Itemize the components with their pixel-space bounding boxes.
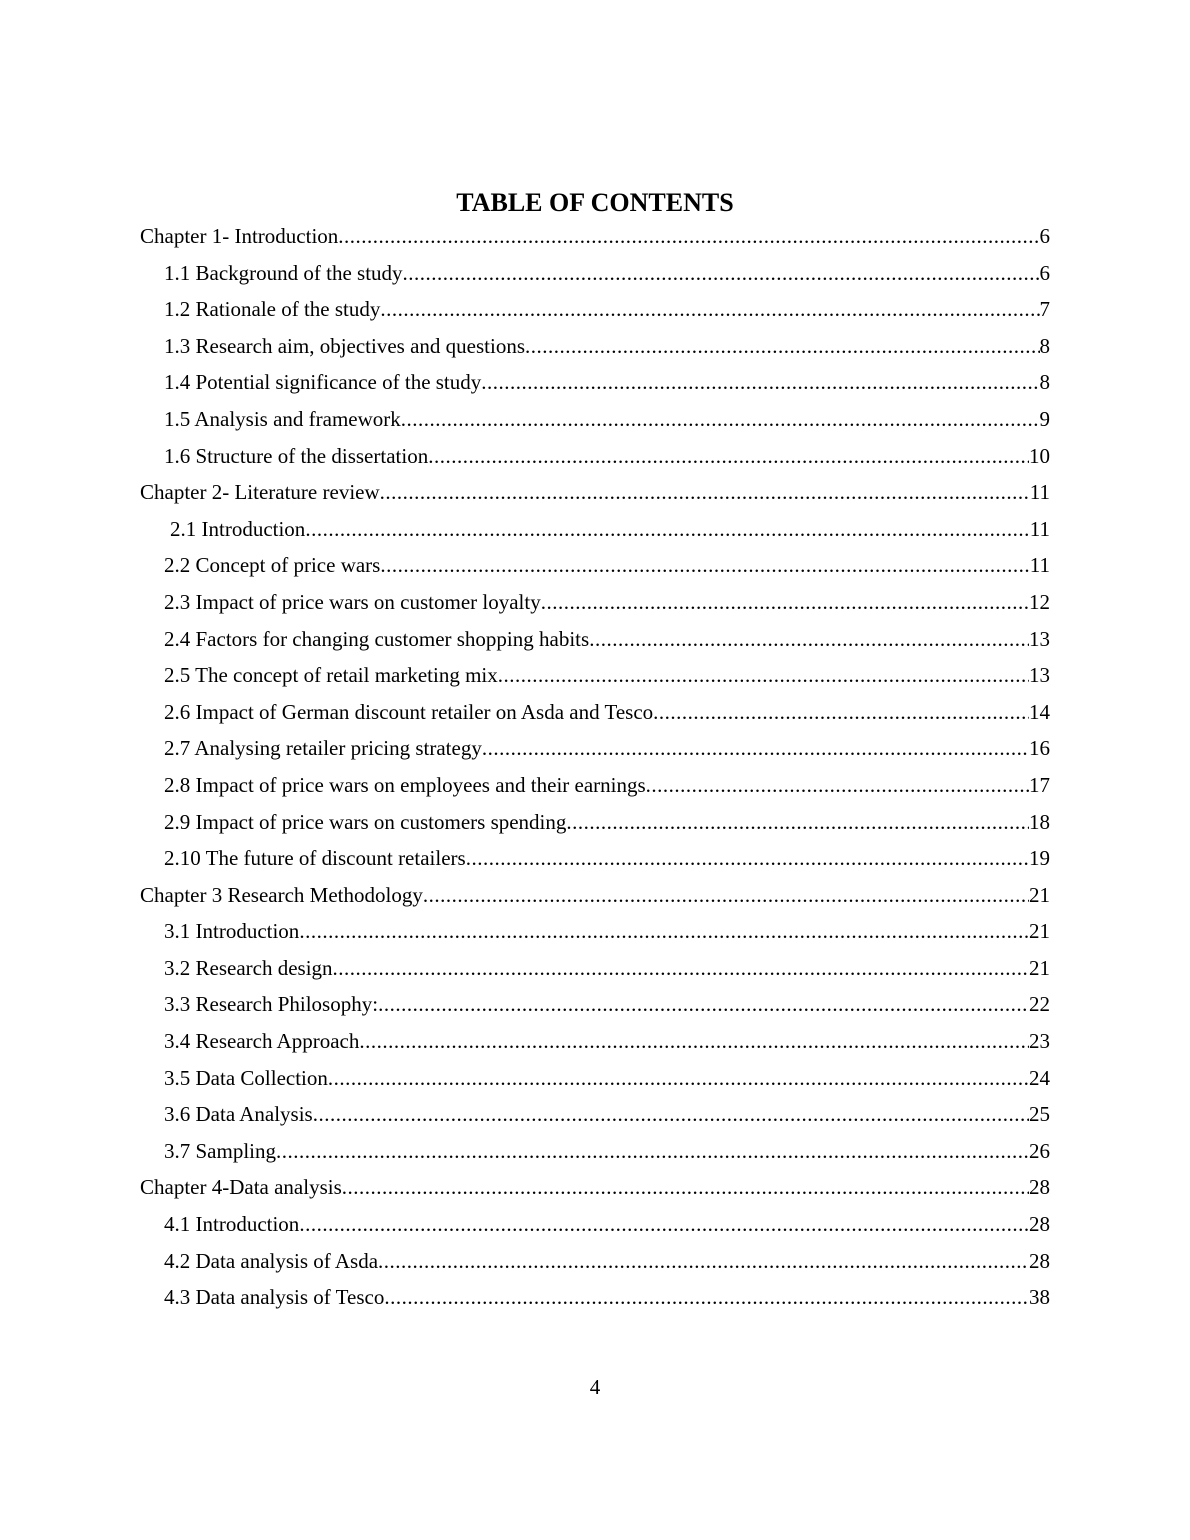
toc-section-entry[interactable] <box>140 804 1050 841</box>
toc-entry-page: 21 <box>1029 955 1050 980</box>
toc-section-entry[interactable] <box>140 1206 1050 1243</box>
toc-entry-page: 28 <box>1029 1175 1050 1200</box>
toc-section-entry[interactable] <box>140 1279 1050 1316</box>
toc-dot-leader <box>305 511 1029 548</box>
toc-entry-text: 2.10 The future of discount retailers <box>164 846 466 871</box>
toc-dot-leader <box>342 1169 1029 1206</box>
toc-entry-page: 13 <box>1029 626 1050 651</box>
toc-dot-leader <box>541 584 1029 621</box>
toc-section-entry[interactable] <box>140 584 1050 621</box>
toc-chapter-entry[interactable] <box>140 218 1050 255</box>
toc-entry-page: 10 <box>1029 443 1050 468</box>
toc-dot-leader <box>378 1243 1029 1280</box>
toc-entry-page: 6 <box>1039 224 1050 248</box>
toc-entry-page: 22 <box>1029 992 1050 1017</box>
toc-entry-text: Chapter 2- Literature review <box>140 480 380 505</box>
toc-dot-leader <box>482 730 1029 767</box>
toc-entry-page: 24 <box>1029 1065 1050 1090</box>
toc-dot-leader <box>333 950 1029 987</box>
toc-entry-text: 3.7 Sampling <box>164 1138 277 1163</box>
toc-dot-leader <box>498 657 1029 694</box>
toc-entry-page: 23 <box>1029 1029 1050 1054</box>
toc-dot-leader <box>380 474 1030 511</box>
toc-dot-leader <box>338 218 1039 255</box>
toc-dot-leader <box>525 328 1040 365</box>
toc-chapter-entry[interactable] <box>140 877 1050 914</box>
toc-entry-page: 18 <box>1029 809 1050 834</box>
toc-dot-leader <box>646 767 1029 804</box>
toc-section-entry[interactable] <box>140 1060 1050 1097</box>
toc-entry-text: 3.1 Introduction <box>164 919 300 944</box>
toc-entry-text: 2.4 Factors for changing customer shopping habits <box>164 626 590 651</box>
toc-section-entry[interactable] <box>140 1023 1050 1060</box>
toc-entry-text: 1.5 Analysis and framework <box>164 406 401 431</box>
toc-section-entry[interactable] <box>140 950 1050 987</box>
toc-dot-leader <box>380 547 1029 584</box>
toc-section-entry[interactable] <box>140 767 1050 804</box>
toc-entry-text: 2.3 Impact of price wars on customer loyalty <box>164 589 541 614</box>
toc-dot-leader <box>380 291 1039 328</box>
toc-dot-leader <box>423 877 1029 914</box>
toc-section-entry[interactable] <box>140 730 1050 767</box>
toc-entry-page: 12 <box>1029 589 1050 614</box>
toc-entry-text: Chapter 3 Research Methodology <box>140 882 423 907</box>
toc-dot-leader <box>378 986 1029 1023</box>
toc-section-entry[interactable] <box>140 401 1050 438</box>
toc-entry-page: 11 <box>1029 480 1050 505</box>
toc-entry-text: 1.2 Rationale of the study <box>164 297 381 322</box>
toc-dot-leader <box>566 804 1029 841</box>
toc-entry-text: 2.8 Impact of price wars on employees and their earnings <box>164 772 646 797</box>
toc-entry-page: 6 <box>1039 260 1050 285</box>
toc-entry-text: 2.9 Impact of price wars on customers spending <box>164 809 567 834</box>
toc-section-entry[interactable] <box>140 547 1050 584</box>
toc-section-entry[interactable] <box>140 694 1050 731</box>
toc-entry-text: 4.1 Introduction <box>164 1212 300 1237</box>
toc-list <box>140 218 1050 1316</box>
toc-dot-leader <box>481 364 1039 401</box>
toc-entry-page: 21 <box>1029 919 1050 944</box>
toc-entry-page: 25 <box>1029 1102 1050 1127</box>
toc-entry-text: 1.4 Potential significance of the study <box>164 370 482 395</box>
toc-entry-page: 7 <box>1039 297 1050 322</box>
toc-section-entry[interactable] <box>140 657 1050 694</box>
toc-section-entry[interactable] <box>140 291 1050 328</box>
toc-section-entry[interactable] <box>140 328 1050 365</box>
toc-section-entry[interactable] <box>140 511 1050 548</box>
toc-dot-leader <box>466 840 1029 877</box>
toc-entry-page: 11 <box>1029 553 1050 578</box>
toc-entry-page: 28 <box>1029 1212 1050 1237</box>
toc-entry-text: 3.3 Research Philosophy: <box>164 992 379 1017</box>
toc-section-entry[interactable] <box>140 621 1050 658</box>
toc-dot-leader <box>653 694 1029 731</box>
toc-entry-text: 1.1 Background of the study <box>164 260 403 285</box>
toc-section-entry[interactable] <box>140 364 1050 401</box>
page-number: 4 <box>589 1375 601 1399</box>
toc-section-entry[interactable] <box>140 840 1050 877</box>
toc-entry-text: Chapter 1- Introduction <box>140 224 339 248</box>
toc-chapter-entry[interactable] <box>140 1169 1050 1206</box>
toc-entry-page: 8 <box>1039 370 1050 395</box>
toc-chapter-entry[interactable] <box>140 474 1050 511</box>
toc-entry-text: 3.6 Data Analysis <box>164 1102 313 1127</box>
toc-entry-text: 3.5 Data Collection <box>164 1065 328 1090</box>
toc-entry-page: 26 <box>1029 1138 1050 1163</box>
toc-entry-text: Chapter 4-Data analysis <box>140 1175 342 1200</box>
toc-dot-leader <box>384 1279 1029 1316</box>
toc-entry-text: 2.5 The concept of retail marketing mix <box>164 663 498 688</box>
toc-entry-text: 3.4 Research Approach <box>164 1029 360 1054</box>
toc-entry-text: 1.6 Structure of the dissertation <box>164 443 429 468</box>
toc-entry-page: 16 <box>1029 736 1050 761</box>
toc-dot-leader <box>403 255 1040 292</box>
toc-entry-text: 2.6 Impact of German discount retailer on Asda and Tesco <box>164 699 654 724</box>
toc-dot-leader <box>328 1060 1029 1097</box>
toc-section-entry[interactable] <box>140 1243 1050 1280</box>
toc-entry-page: 11 <box>1029 516 1050 541</box>
toc-dot-leader <box>299 1206 1029 1243</box>
toc-section-entry[interactable] <box>140 1133 1050 1170</box>
toc-entry-text: 2.7 Analysing retailer pricing strategy <box>164 736 482 761</box>
toc-entry-page: 9 <box>1039 406 1050 431</box>
toc-dot-leader <box>299 913 1029 950</box>
toc-dot-leader <box>359 1023 1029 1060</box>
toc-title: TABLE OF CONTENTS <box>456 188 734 217</box>
toc-entry-page: 28 <box>1029 1248 1050 1273</box>
toc-entry-page: 14 <box>1029 699 1050 724</box>
toc-dot-leader <box>428 438 1029 475</box>
toc-entry-page: 13 <box>1029 663 1050 688</box>
toc-entry-text: 2.1 Introduction <box>170 516 306 541</box>
toc-entry-text: 4.3 Data analysis of Tesco <box>164 1285 385 1310</box>
toc-dot-leader <box>276 1133 1029 1170</box>
toc-entry-page: 19 <box>1029 846 1050 871</box>
toc-entry-text: 3.2 Research design <box>164 955 333 980</box>
toc-dot-leader <box>589 621 1029 658</box>
toc-dot-leader <box>401 401 1040 438</box>
toc-entry-text: 1.3 Research aim, objectives and questions <box>164 333 525 358</box>
toc-entry-page: 17 <box>1029 772 1050 797</box>
toc-dot-leader <box>313 1096 1029 1133</box>
toc-section-entry[interactable] <box>140 438 1050 475</box>
toc-entry-page: 38 <box>1029 1285 1050 1310</box>
toc-entry-page: 21 <box>1029 882 1050 907</box>
toc-entry-page: 8 <box>1039 333 1050 358</box>
toc-entry-text: 2.2 Concept of price wars <box>164 553 381 578</box>
toc-section-entry[interactable] <box>140 255 1050 292</box>
toc-section-entry[interactable] <box>140 913 1050 950</box>
toc-entry-text: 4.2 Data analysis of Asda <box>164 1248 379 1273</box>
toc-section-entry[interactable] <box>140 1096 1050 1133</box>
toc-section-entry[interactable] <box>140 986 1050 1023</box>
